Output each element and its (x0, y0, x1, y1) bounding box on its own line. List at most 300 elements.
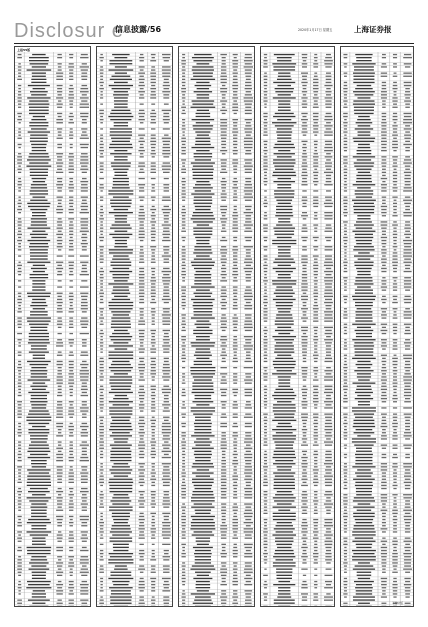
table-cell-text (381, 252, 386, 253)
table-cell-text (110, 500, 131, 501)
table-cell-text (264, 519, 268, 520)
table-cell-text (150, 373, 156, 374)
table-cell-text (114, 569, 128, 570)
table-cell-text (353, 426, 375, 427)
table-cell-text (264, 348, 268, 349)
table-cell-text (27, 476, 50, 477)
table-cell-text (403, 252, 411, 253)
table-cell-text (403, 119, 412, 120)
table-cell-text (110, 541, 133, 542)
table-cell-text (302, 66, 307, 67)
table-cell-text (163, 85, 170, 86)
table-cell-text (68, 562, 74, 563)
table-cell-text (140, 147, 144, 148)
table-cell-text (393, 429, 396, 430)
table-cell-text (17, 317, 21, 318)
table-cell-text (182, 218, 186, 219)
table-cell-text (191, 593, 215, 594)
table-cell-text (326, 550, 331, 551)
table-cell-text (357, 97, 370, 98)
table-cell-text (343, 593, 347, 594)
table-cell-text (152, 200, 155, 201)
table-cell-text (263, 414, 267, 415)
table-cell-text (181, 271, 185, 272)
table-cell-text (193, 376, 213, 377)
table-cell-text (353, 479, 375, 480)
table-cell-text (57, 519, 63, 520)
table-cell-text (355, 351, 374, 352)
table-cell-text (393, 507, 396, 508)
table-cell-text (232, 215, 238, 216)
table-cell-text (244, 479, 252, 480)
table-cell-text (303, 432, 307, 433)
table-cell-text (100, 144, 104, 145)
table-cell-text (302, 476, 306, 477)
table-cell-text (274, 488, 295, 489)
table-cell-text (273, 228, 295, 229)
table-cell-text (139, 525, 144, 526)
table-cell-text (343, 500, 348, 501)
table-cell-text (29, 336, 49, 337)
table-cell-text (404, 228, 411, 229)
table-cell-text (356, 175, 371, 176)
table-cell-text (264, 398, 267, 399)
table-cell-text (195, 296, 211, 297)
table-cell-text (57, 166, 62, 167)
table-cell-text (151, 463, 155, 464)
table-cell-text (245, 476, 251, 477)
table-cell-text (264, 218, 268, 219)
table-cell-text (152, 57, 155, 58)
table-cell-text (314, 169, 317, 170)
table-cell-text (272, 283, 296, 284)
table-cell-text (245, 534, 251, 535)
table-cell-text (138, 432, 144, 433)
table-cell-text (151, 482, 154, 483)
table-cell-text (264, 119, 267, 120)
table-cell-text (381, 187, 386, 188)
table-cell-text (381, 562, 386, 563)
table-cell-text (31, 128, 47, 129)
table-cell-text (222, 330, 226, 331)
table-cell-text (181, 358, 186, 359)
table-cell-text (274, 603, 295, 604)
table-cell-text (28, 432, 49, 433)
table-cell-text (100, 420, 103, 421)
table-cell-text (162, 271, 171, 272)
table-cell-text (381, 249, 386, 250)
table-cell-text (80, 559, 89, 560)
table-cell-text (69, 352, 73, 353)
table-cell-text (151, 448, 155, 449)
table-cell-text (233, 590, 237, 591)
table-cell-text (138, 184, 145, 185)
table-cell-text (182, 262, 185, 263)
table-cell-text (164, 519, 169, 520)
table-cell-text (182, 76, 185, 77)
table-cell-text (393, 150, 396, 151)
table-cell-text (191, 516, 215, 517)
table-cell-text (301, 507, 308, 508)
table-cell-text (151, 82, 156, 83)
table-cell-text (245, 85, 252, 86)
table-cell-text (139, 398, 144, 399)
table-cell-text (382, 119, 386, 120)
table-cell-text (221, 193, 227, 194)
table-cell-text (182, 448, 186, 449)
table-cell-text (164, 302, 169, 303)
table-cell-text (140, 88, 144, 89)
table-cell-text (233, 88, 238, 89)
table-cell-text (100, 259, 104, 260)
table-cell-text (182, 293, 186, 294)
table-cell-text (302, 472, 307, 473)
table-cell-text (100, 358, 104, 359)
table-cell-text (115, 73, 127, 74)
table-cell-text (100, 104, 103, 105)
table-cell-text (58, 100, 61, 101)
table-cell-text (222, 404, 226, 405)
table-cell-text (56, 491, 63, 492)
table-cell-text (18, 255, 21, 256)
table-cell-text (196, 339, 210, 340)
table-cell-text (313, 246, 318, 247)
table-cell-text (404, 116, 411, 117)
table-cell-text (191, 262, 215, 263)
table-cell-text (151, 234, 156, 235)
table-cell-text (29, 60, 49, 61)
table-cell-text (264, 417, 267, 418)
table-cell-text (192, 482, 214, 483)
table-cell-text (100, 373, 102, 374)
table-cell-text (393, 231, 397, 232)
table-cell-text (404, 476, 411, 477)
table-cell-text (244, 190, 253, 191)
table-cell-text (28, 206, 50, 207)
table-cell-text (326, 513, 330, 514)
table-cell-text (314, 407, 317, 408)
table-cell-text (246, 280, 251, 281)
table-cell-text (164, 336, 170, 337)
table-cell-text (182, 479, 185, 480)
table-cell-text (181, 159, 186, 160)
table-cell-text (192, 448, 214, 449)
table-cell-text (356, 593, 372, 594)
table-cell-text (244, 417, 253, 418)
table-cell-text (393, 596, 396, 597)
table-cell-text (29, 110, 49, 111)
table-cell-text (80, 286, 89, 287)
table-cell-text (81, 476, 88, 477)
table-cell-text (164, 420, 169, 421)
table-cell-text (70, 404, 73, 405)
table-cell-text (31, 503, 46, 504)
table-cell-text (162, 503, 170, 504)
table-cell-text (221, 485, 226, 486)
table-cell-text (182, 460, 185, 461)
table-cell-text (264, 367, 268, 368)
table-cell-text (392, 107, 397, 108)
table-cell-text (403, 379, 411, 380)
table-cell-text (343, 494, 347, 495)
table-cell-text (404, 367, 410, 368)
table-cell-text (302, 451, 307, 452)
table-cell-text (182, 200, 185, 201)
table-cell-text (57, 339, 62, 340)
table-cell-text (233, 339, 237, 340)
table-cell-text (220, 252, 226, 253)
table-cell-text (27, 482, 51, 483)
table-cell-text (18, 107, 21, 108)
table-cell-text (221, 197, 227, 198)
table-cell-text (163, 82, 169, 83)
table-cell-text (151, 119, 155, 120)
table-cell-text (245, 299, 253, 300)
table-cell-text (277, 79, 292, 80)
table-cell-text (381, 184, 387, 185)
table-cell-text (393, 417, 398, 418)
table-cell-text (17, 482, 21, 483)
table-cell-text (314, 466, 318, 467)
table-cell-text (69, 265, 74, 266)
table-cell-text (139, 336, 144, 337)
table-cell-text (393, 476, 397, 477)
table-cell-text (18, 274, 21, 275)
table-cell-text (150, 358, 155, 359)
table-cell-text (30, 172, 48, 173)
table-cell-text (314, 494, 317, 495)
table-cell-text (110, 600, 131, 601)
table-cell-text (29, 410, 49, 411)
table-cell-text (344, 569, 346, 570)
table-cell-text (221, 308, 227, 309)
table-cell-text (314, 513, 318, 514)
table-cell-text (196, 116, 211, 117)
table-cell-text (392, 147, 398, 148)
table-cell-text (139, 85, 145, 86)
table-cell-text (302, 76, 307, 77)
table-cell-text (32, 178, 47, 179)
table-cell-text (344, 243, 347, 244)
table-cell-text (152, 519, 155, 520)
table-cell-text (99, 88, 103, 89)
table-cell-text (344, 333, 347, 334)
table-cell-text (27, 547, 52, 548)
table-cell-text (233, 54, 238, 55)
table-cell-text (18, 593, 20, 594)
table-cell-text (163, 290, 169, 291)
table-cell-text (343, 162, 348, 163)
table-cell-text (324, 525, 333, 526)
table-cell-text (181, 290, 186, 291)
table-cell-text (301, 317, 308, 318)
table-cell-text (382, 516, 386, 517)
table-cell-text (162, 280, 170, 281)
table-cell-text (392, 156, 398, 157)
table-cell-text (263, 113, 267, 114)
table-cell-text (100, 69, 104, 70)
table-cell-text (314, 432, 318, 433)
table-cell-text (222, 550, 226, 551)
table-cell-text (246, 150, 251, 151)
table-cell-text (245, 271, 252, 272)
table-cell-text (181, 432, 185, 433)
table-cell-text (405, 107, 410, 108)
table-cell-text (181, 169, 186, 170)
table-cell-text (18, 435, 21, 436)
table-cell-text (234, 178, 237, 179)
table-cell-text (109, 305, 134, 306)
table-cell-text (325, 575, 333, 576)
table-cell-text (403, 445, 412, 446)
table-cell-text (357, 274, 370, 275)
table-cell-text (222, 94, 226, 95)
table-cell-text (393, 472, 397, 473)
table-cell-text (192, 392, 215, 393)
table-cell-text (30, 169, 49, 170)
table-cell-text (405, 125, 410, 126)
table-cell-text (109, 507, 132, 508)
table-cell-text (403, 240, 412, 241)
table-cell-text (69, 246, 73, 247)
table-cell-text (57, 466, 63, 467)
table-cell-text (162, 423, 170, 424)
table-cell-text (182, 119, 185, 120)
table-cell-text (191, 522, 215, 523)
table-cell-text (302, 228, 308, 229)
table-cell-text (69, 445, 73, 446)
table-cell-text (139, 302, 144, 303)
table-cell-text (28, 414, 50, 415)
table-cell-text (233, 494, 237, 495)
table-cell-text (381, 122, 386, 123)
table-cell-text (393, 317, 398, 318)
table-cell-text (69, 327, 73, 328)
table-cell-text (151, 438, 155, 439)
table-cell-text (182, 184, 185, 185)
table-cell-text (393, 268, 397, 269)
table-cell-text (357, 286, 371, 287)
table-cell-text (81, 479, 88, 480)
table-cell-text (221, 131, 227, 132)
table-cell-text (264, 476, 267, 477)
table-cell-text (314, 441, 317, 442)
table-cell-text (57, 212, 63, 213)
table-cell-text (68, 66, 74, 67)
table-cell-text (233, 432, 238, 433)
table-cell-text (195, 206, 211, 207)
table-cell-text (344, 541, 347, 542)
table-cell-text (182, 268, 186, 269)
table-cell-text (193, 172, 213, 173)
table-cell-text (152, 212, 155, 213)
table-cell-text (17, 156, 22, 157)
table-cell-text (353, 569, 375, 570)
table-cell-text (139, 395, 144, 396)
table-cell-text (353, 528, 374, 529)
table-cell-text (57, 286, 62, 287)
table-cell-text (353, 138, 375, 139)
table-cell-text (220, 159, 226, 160)
table-cell-text (151, 497, 155, 498)
table-cell-text (314, 150, 317, 151)
table-cell-text (404, 448, 410, 449)
table-cell-text (382, 169, 386, 170)
table-cell-text (82, 73, 88, 74)
table-cell-text (57, 541, 61, 542)
table-cell-text (100, 128, 103, 129)
table-cell-text (163, 469, 170, 470)
table-cell-text (99, 531, 103, 532)
table-cell-text (151, 590, 155, 591)
table-cell-text (196, 271, 210, 272)
table-cell-text (344, 519, 347, 520)
table-cell-text (192, 265, 214, 266)
table-cell-text (324, 262, 333, 263)
table-cell-text (302, 370, 307, 371)
table-cell-text (393, 544, 398, 545)
table-cell-text (193, 252, 212, 253)
table-cell-text (114, 441, 127, 442)
table-cell-text (393, 339, 398, 340)
table-cell-text (313, 131, 319, 132)
table-cell-text (344, 150, 347, 151)
table-cell-text (276, 296, 293, 297)
table-cell-text (181, 596, 185, 597)
table-cell-text (234, 466, 237, 467)
table-cell-text (110, 200, 131, 201)
table-cell-text (394, 94, 397, 95)
table-cell-text (69, 361, 74, 362)
table-cell-text (382, 333, 387, 334)
table-cell-text (150, 172, 156, 173)
table-cell-text (138, 73, 145, 74)
table-cell-text (182, 178, 185, 179)
table-cell-text (301, 569, 307, 570)
table-cell-text (100, 401, 104, 402)
table-cell-text (31, 218, 47, 219)
table-cell-text (264, 497, 267, 498)
table-cell-text (151, 169, 156, 170)
table-cell-text (263, 159, 267, 160)
table-cell-text (264, 562, 266, 563)
table-cell-text (69, 88, 74, 89)
table-cell-text (57, 221, 63, 222)
table-cell-text (151, 401, 155, 402)
table-cell-text (302, 544, 306, 545)
table-cell-text (32, 289, 45, 290)
table-cell-text (163, 348, 169, 349)
table-cell-text (246, 376, 251, 377)
table-cell-text (152, 156, 155, 157)
table-cell-text (393, 246, 398, 247)
table-cell-text (302, 178, 307, 179)
table-cell-text (182, 209, 186, 210)
table-cell-text (162, 110, 171, 111)
table-cell-text (100, 525, 104, 526)
table-cell-text (382, 348, 386, 349)
table-cell-text (356, 522, 373, 523)
table-cell-text (325, 97, 333, 98)
table-cell-text (151, 398, 154, 399)
table-cell-text (80, 472, 88, 473)
table-cell-text (274, 392, 294, 393)
table-cell-text (220, 119, 227, 120)
table-cell-text (115, 565, 127, 566)
table-cell-text (246, 91, 251, 92)
table-cell-text (182, 237, 186, 238)
table-cell-text (326, 336, 331, 337)
